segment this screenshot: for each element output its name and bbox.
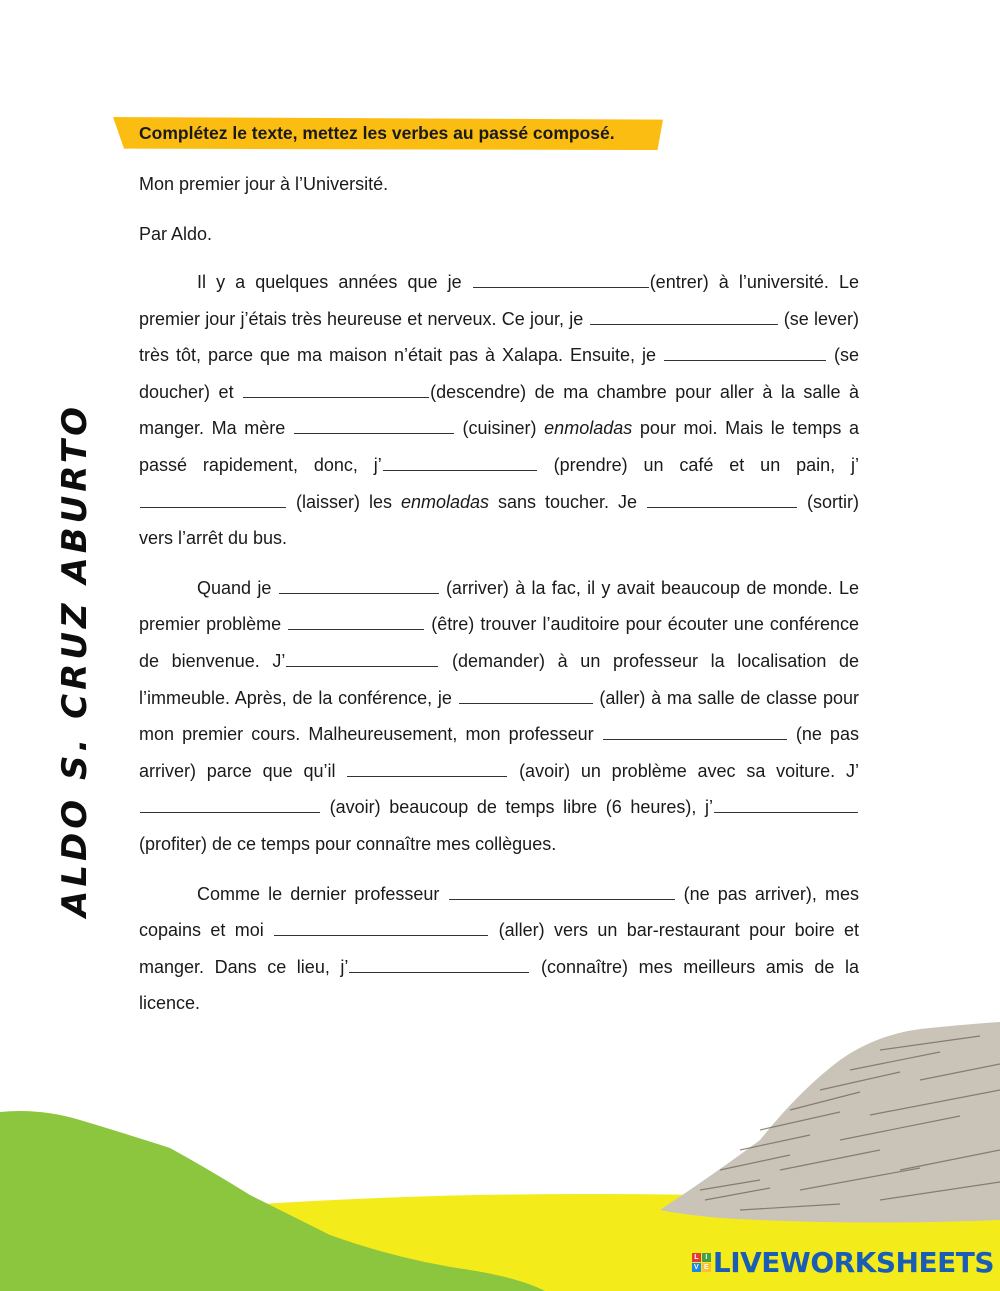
answer-blank-12[interactable]	[459, 702, 593, 704]
document-author: Par Aldo.	[139, 224, 213, 244]
answer-blank-5[interactable]	[294, 432, 454, 434]
logo-mark-letter: I	[702, 1253, 711, 1262]
answer-blank-11[interactable]	[286, 665, 438, 667]
paragraph-3: Comme le dernier professeur (ne pas arriver), mes copains et moi (aller) vers un bar-restaurant pour boire et manger. Dans ce lieu, j’ (connaître) mes meilleurs amis de la licence.	[139, 883, 859, 1014]
answer-blank-19[interactable]	[349, 971, 529, 973]
newspaper-mountain	[660, 1022, 1000, 1223]
answer-blank-7[interactable]	[140, 506, 286, 508]
instruction-text: Complétez le texte, mettez les verbes au passé composé.	[139, 123, 615, 143]
answer-blank-17[interactable]	[449, 898, 675, 900]
logo-mark-icon	[692, 1253, 711, 1272]
exercise-text	[139, 264, 859, 1035]
answer-blank-1[interactable]	[473, 286, 649, 288]
liveworksheets-logo[interactable]	[692, 1246, 994, 1279]
student-name-vertical: ALDO S. CRUZ ABURTO	[55, 403, 95, 917]
answer-blank-13[interactable]	[603, 738, 787, 740]
document-title: Mon premier jour à l’Université.	[139, 174, 389, 194]
answer-blank-4[interactable]	[243, 396, 429, 398]
logo-text: LIVEWORKSHEETS	[712, 1246, 994, 1279]
answer-blank-16[interactable]	[714, 811, 858, 813]
paragraph-2: Quand je (arriver) à la fac, il y avait beaucoup de monde. Le premier problème (être) trouver l’auditoire pour écouter une conférence de bienvenue. J’ (demander) à un professeur la localisation de l’immeuble. Après, de la conférence, je (aller) à ma salle de classe pour mon premier cours. Malheureusement, mon professeur (ne pas arriver) parce que qu’il (avoir) un problème avec sa voiture. J’ (avoir) beaucoup de temps libre (6 heures), j’ (profiter) de ce temps pour connaître mes collègues.	[139, 577, 859, 854]
answer-blank-8[interactable]	[647, 506, 797, 508]
answer-blank-18[interactable]	[274, 934, 488, 936]
answer-blank-10[interactable]	[288, 628, 424, 630]
logo-mark-letter: E	[702, 1263, 711, 1272]
answer-blank-3[interactable]	[664, 359, 826, 361]
paragraph-1: Il y a quelques années que je (entrer) à l’université. Le premier jour j’étais très heureuse et nerveux. Ce jour, je (se lever) très tôt, parce que ma maison n’était pas à Xalapa. Ensuite, je (se doucher) et (descendre) de ma chambre pour aller à la salle à manger. Ma mère (cuisiner) enmoladas pour moi. Mais le temps a passé rapidement, donc, j’ (prendre) un café et un pain, j’ (laisser) les enmoladas sans toucher. Je (sortir) vers l’arrêt du bus.	[139, 272, 859, 549]
logo-mark-letter: V	[692, 1263, 701, 1272]
answer-blank-2[interactable]	[590, 323, 778, 325]
answer-blank-6[interactable]	[383, 469, 537, 471]
logo-mark-letter: L	[692, 1253, 701, 1262]
answer-blank-15[interactable]	[140, 811, 320, 813]
answer-blank-9[interactable]	[279, 592, 439, 594]
answer-blank-14[interactable]	[347, 775, 507, 777]
